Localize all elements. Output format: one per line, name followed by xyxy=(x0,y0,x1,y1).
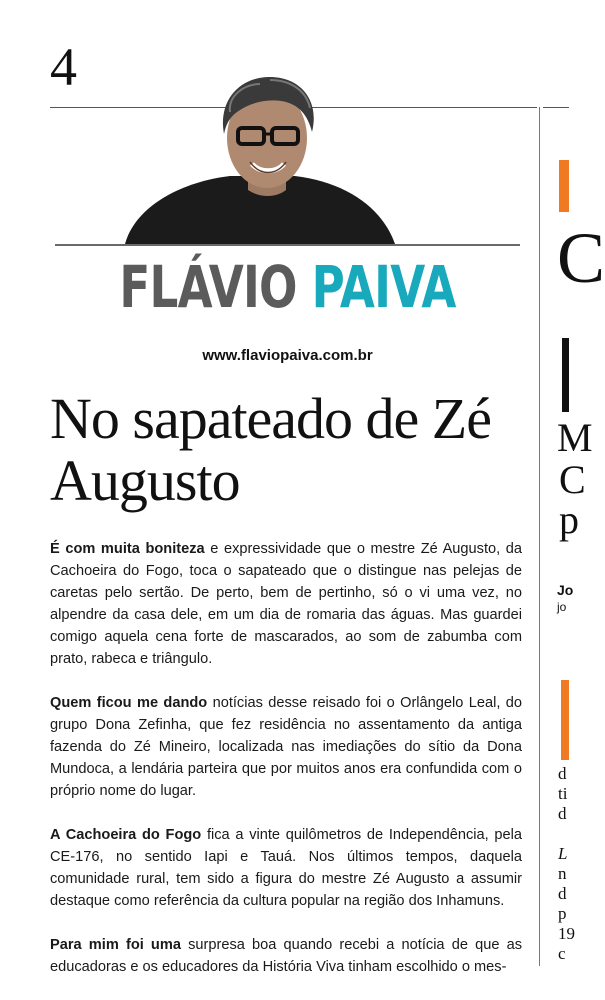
side-fragment: C xyxy=(559,457,586,502)
side-fragment-big: C xyxy=(557,218,605,298)
article-paragraph xyxy=(50,692,522,802)
side-fragment: L xyxy=(558,844,568,863)
portrait-rule xyxy=(55,244,520,246)
side-accent-bar xyxy=(559,160,569,212)
paragraph-lead: A Cachoeira do Fogo xyxy=(50,827,202,843)
side-fragment: ti xyxy=(558,784,568,803)
side-fragment: M xyxy=(557,415,593,460)
side-fragment: d xyxy=(558,804,567,823)
side-fragment: d xyxy=(558,764,567,783)
side-fragment: n xyxy=(558,864,567,883)
author-first-name: FLÁVIO xyxy=(119,253,297,321)
side-fragment: 19 xyxy=(558,924,575,943)
side-fragment: jo xyxy=(557,600,567,614)
page-number: 4 xyxy=(50,37,77,97)
paragraph-text: e expressividade que o mestre Zé Augusto, da Cachoeira do Fogo, toca o sapateado que o distingue nas pelejas de caretas pelo sertão. De perto, bem de pertinho, só o vi uma vez, no alpendre da casa dele, em um dia de romaria das águas. Mas guardei comigo aquela cena forte de mascarados, ao som de zabumba com prato, rabeca e triângulo. xyxy=(50,541,522,667)
paragraph-text: fica a vinte quilômetros de Independência, pela CE-176, no sentido Iapi e Tauá. Nos últimos tempos, daquela comunidade rural, tem sido a figura do mestre Zé Augusto a assumir destaque como referência da cultura popular na região dos Inhamuns. xyxy=(50,827,522,909)
side-fragment: c xyxy=(558,944,566,963)
column-divider xyxy=(539,107,540,966)
article-paragraph xyxy=(50,934,522,978)
side-fragment: p xyxy=(558,904,567,923)
paragraph-text: notícias desse reisado foi o Orlângelo Leal, do grupo Dona Zefinha, que fez residência no assentamento da antiga fazenda do Zé Mineiro, localizada nas imediações do sítio da Dona Mundoca, a lendária parteira que por muitos anos era confundida com o próprio nome do lugar. xyxy=(50,695,522,799)
paragraph-lead: Quem ficou me dando xyxy=(50,695,208,711)
article-headline: No sapateado de Zé Augusto xyxy=(50,386,491,513)
top-rule-right xyxy=(543,107,569,108)
author-name xyxy=(106,253,469,321)
side-fragment: Jo xyxy=(557,582,574,598)
author-portrait xyxy=(120,72,400,244)
author-last-name: PAIVA xyxy=(311,253,456,321)
side-accent-letter xyxy=(561,680,569,760)
paragraph-text: surpresa boa quando recebi a notícia de que as educadoras e os educadores da História Viva tinham escolhido o mes- xyxy=(50,937,522,975)
article-body xyxy=(50,538,522,1000)
author-website[interactable]: www.flaviopaiva.com.br xyxy=(202,347,373,364)
article-paragraph xyxy=(50,538,522,670)
side-fragment: p xyxy=(559,497,579,542)
side-fragment-rule xyxy=(562,338,569,412)
article-paragraph xyxy=(50,824,522,912)
paragraph-lead: Para mim foi uma xyxy=(50,937,181,953)
paragraph-lead: É com muita boniteza xyxy=(50,541,205,557)
side-fragment: d xyxy=(558,884,567,903)
